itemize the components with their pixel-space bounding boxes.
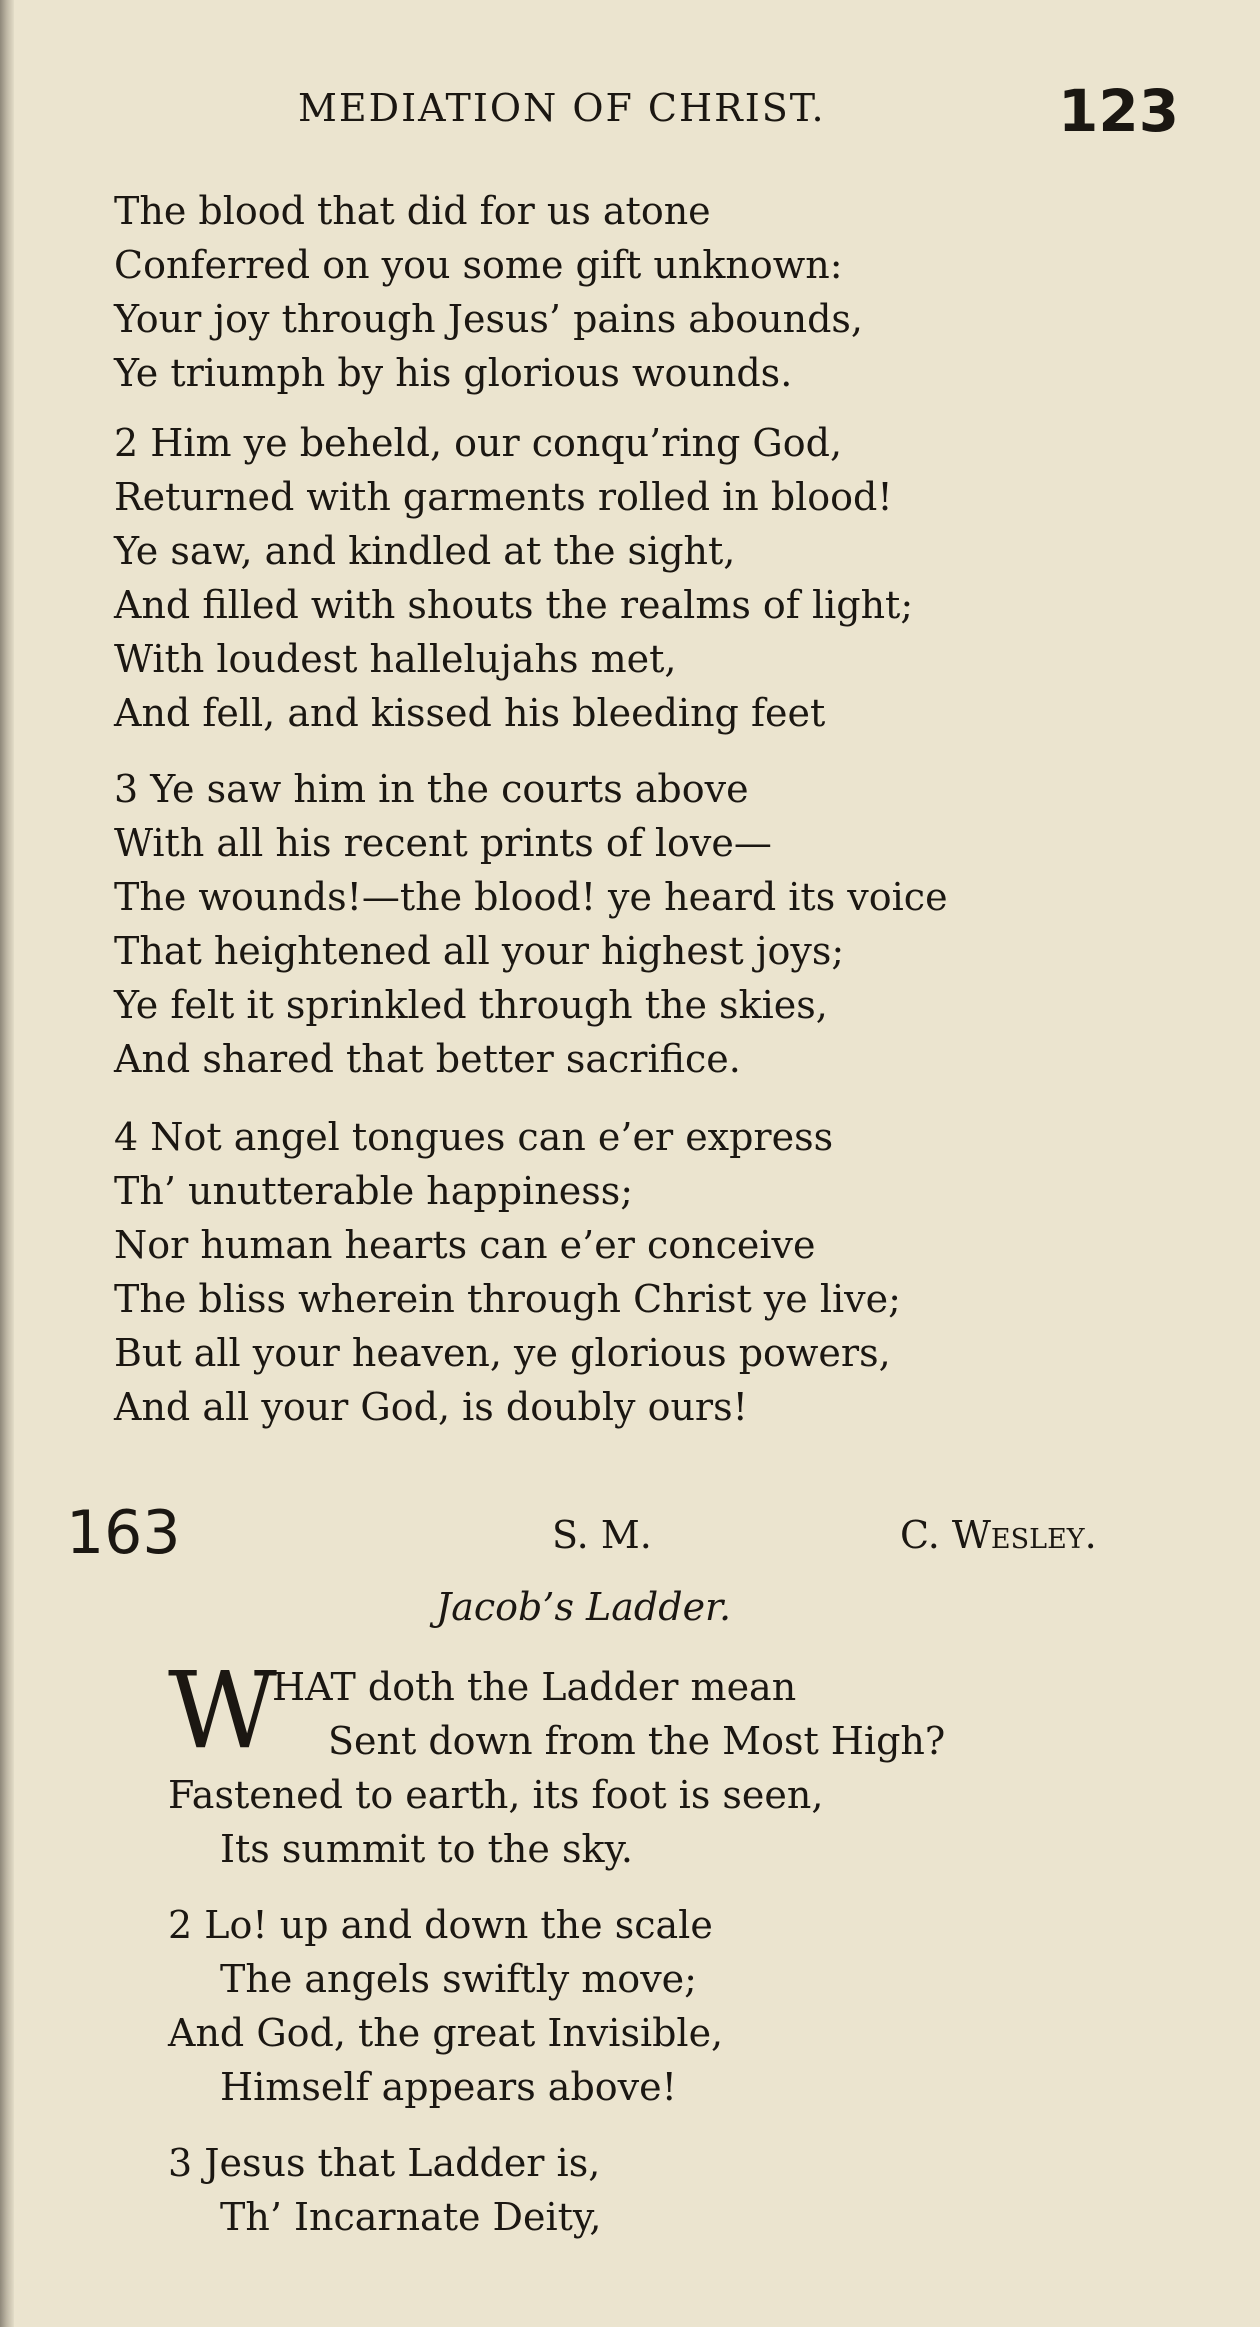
verse-line: And filled with shouts the realms of light; [114,583,914,627]
verse-line: Returned with garments rolled in blood! [114,475,893,519]
verse-line: 3 Jesus that Ladder is, [168,2141,601,2185]
running-head: MEDIATION OF CHRIST. [298,86,826,130]
verse-line: But all your heaven, ye glorious powers, [114,1331,891,1375]
verse-line: 2 Lo! up and down the scale [168,1903,713,1947]
verse-line: 4 Not angel tongues can e’er express [114,1115,834,1159]
verse-line: And God, the great Invisible, [168,2011,724,2055]
verse-line: 2 Him ye beheld, our conqu’ring God, [114,421,843,465]
drop-cap: W [168,1649,277,1772]
verse-line: And shared that better sacrifice. [114,1037,741,1081]
verse-line: The angels swiftly move; [220,1957,697,2001]
hymn-author: C. Wesley. [900,1513,1097,1557]
verse-line: Himself appears above! [220,2065,677,2109]
hymn-title: Jacob’s Ladder. [436,1585,732,1629]
page-edge-shadow [0,0,14,2327]
page-number: 123 [1058,77,1180,145]
verse-line: And all your God, is doubly ours! [114,1385,748,1429]
verse-line: That heightened all your highest joys; [114,929,845,973]
verse-line: Fastened to earth, its foot is seen, [168,1773,824,1817]
verse-line: Th’ Incarnate Deity, [220,2195,602,2239]
hymn-number: 163 [66,1498,181,1568]
verse-line: Sent down from the Most High? [328,1719,946,1763]
verse-line: Th’ unutterable happiness; [114,1169,633,1213]
verse-line: And fell, and kissed his bleeding feet [114,691,826,735]
verse-line: Nor human hearts can e’er conceive [114,1223,816,1267]
verse-line: Ye saw, and kindled at the sight, [114,529,736,573]
verse-line: 3 Ye saw him in the courts above [114,767,749,811]
verse-line: Ye felt it sprinkled through the skies, [114,983,828,1027]
verse-line: Conferred on you some gift unknown: [114,243,843,287]
verse-line: With all his recent prints of love— [114,821,772,865]
hymn-meter: S. M. [552,1513,652,1557]
verse-line: Your joy through Jesus’ pains abounds, [114,297,863,341]
verse-line: Ye triumph by his glorious wounds. [114,351,793,395]
verse-line: The wounds!—the blood! ye heard its voice [114,875,948,919]
verse-line: The bliss wherein through Christ ye live; [114,1277,901,1321]
verse-line: Its summit to the sky. [220,1827,633,1871]
verse-line: HAT doth the Ladder mean [272,1665,797,1709]
verse-line: With loudest hallelujahs met, [114,637,677,681]
verse-line: The blood that did for us atone [114,189,711,233]
